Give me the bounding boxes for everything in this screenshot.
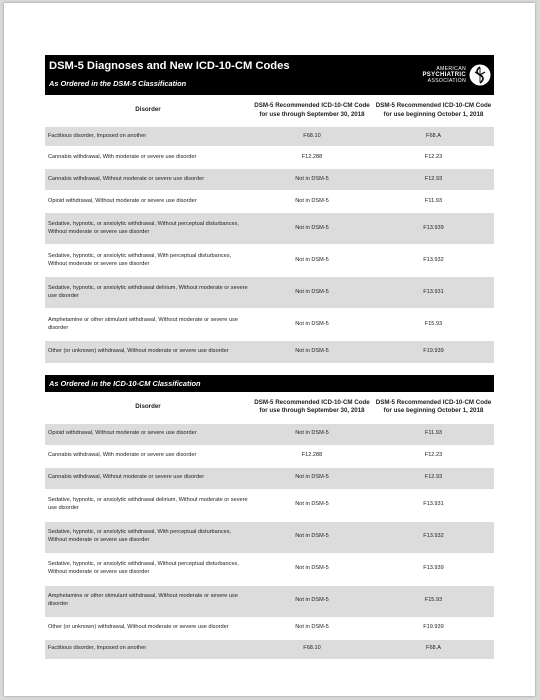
table-header-row bbox=[45, 95, 494, 127]
code-through-2018-cell: Not in DSM-5 bbox=[251, 277, 373, 309]
col-header-code-from-2018: DSM-5 Recommended ICD-10-CM Code for use beginning October 1, 2018 bbox=[375, 102, 492, 118]
document-content bbox=[45, 55, 494, 659]
code-through-2018-cell: F12.288 bbox=[251, 147, 373, 169]
disorder-cell: Factitious disorder, Imposed on another bbox=[45, 639, 251, 659]
table-row bbox=[45, 191, 494, 213]
code-from-2018-cell: F19.939 bbox=[373, 617, 494, 639]
code-through-2018-cell: F68.10 bbox=[251, 127, 373, 147]
disorder-cell: Sedative, hypnotic, or anxiolytic withdrawal delirium, Without moderate or severe use disorder bbox=[45, 277, 251, 309]
disorder-cell: Cannabis withdrawal, Without moderate or severe use disorder bbox=[45, 169, 251, 191]
apa-logo bbox=[422, 58, 491, 92]
logo-line-2: PSYCHIATRIC bbox=[422, 71, 466, 78]
code-from-2018-cell: F13.931 bbox=[373, 489, 494, 521]
section-heading-dsm5: As Ordered in the DSM-5 Classification bbox=[49, 79, 187, 88]
code-through-2018-cell: Not in DSM-5 bbox=[251, 521, 373, 553]
document-page bbox=[4, 3, 535, 696]
table-row bbox=[45, 341, 494, 363]
table-row bbox=[45, 423, 494, 445]
table-row bbox=[45, 309, 494, 341]
disorder-cell: Amphetamine or other stimulant withdrawal, Without moderate or severe use disorder bbox=[45, 309, 251, 341]
code-from-2018-cell: F12.93 bbox=[373, 169, 494, 191]
disorder-cell: Opioid withdrawal, Without moderate or severe use disorder bbox=[45, 191, 251, 213]
code-from-2018-cell: F19.939 bbox=[373, 341, 494, 363]
code-through-2018-cell: F12.288 bbox=[251, 445, 373, 467]
disorder-cell: Cannabis withdrawal, With moderate or severe use disorder bbox=[45, 445, 251, 467]
table-row bbox=[45, 127, 494, 147]
table-row bbox=[45, 489, 494, 521]
code-from-2018-cell: F12.93 bbox=[373, 467, 494, 489]
code-through-2018-cell: Not in DSM-5 bbox=[251, 489, 373, 521]
code-from-2018-cell: F12.23 bbox=[373, 147, 494, 169]
col-header-disorder: Disorder bbox=[135, 402, 161, 410]
code-from-2018-cell: F13.939 bbox=[373, 553, 494, 585]
table-row bbox=[45, 553, 494, 585]
code-through-2018-cell: Not in DSM-5 bbox=[251, 467, 373, 489]
section-heading-icd10: As Ordered in the ICD-10-CM Classification bbox=[49, 378, 201, 388]
code-from-2018-cell: F68.A bbox=[373, 639, 494, 659]
disorder-cell: Cannabis withdrawal, Without moderate or severe use disorder bbox=[45, 467, 251, 489]
disorder-cell: Cannabis withdrawal, With moderate or severe use disorder bbox=[45, 147, 251, 169]
dsm5-order-table bbox=[45, 95, 494, 363]
code-from-2018-cell: F13.932 bbox=[373, 245, 494, 277]
code-from-2018-cell: F11.93 bbox=[373, 423, 494, 445]
code-from-2018-cell: F12.23 bbox=[373, 445, 494, 467]
disorder-cell: Sedative, hypnotic, or anxiolytic withdrawal, Without perceptual disturbances, Without moderate or severe use disorder bbox=[45, 553, 251, 585]
table-row bbox=[45, 585, 494, 617]
table-row bbox=[45, 169, 494, 191]
table-row bbox=[45, 245, 494, 277]
logo-line-3: ASSOCIATION bbox=[427, 78, 466, 85]
col-header-disorder: Disorder bbox=[135, 106, 161, 114]
disorder-cell: Sedative, hypnotic, or anxiolytic withdrawal delirium, Without moderate or severe use disorder bbox=[45, 489, 251, 521]
code-through-2018-cell: Not in DSM-5 bbox=[251, 585, 373, 617]
code-through-2018-cell: Not in DSM-5 bbox=[251, 213, 373, 245]
disorder-cell: Other (or unknown) withdrawal, Without moderate or severe use disorder bbox=[45, 617, 251, 639]
logo-line-1: AMERICAN bbox=[436, 65, 466, 72]
code-through-2018-cell: Not in DSM-5 bbox=[251, 191, 373, 213]
col-header-code-from-2018: DSM-5 Recommended ICD-10-CM Code for use beginning October 1, 2018 bbox=[375, 398, 492, 414]
code-from-2018-cell: F13.932 bbox=[373, 521, 494, 553]
code-through-2018-cell: Not in DSM-5 bbox=[251, 309, 373, 341]
table-row bbox=[45, 147, 494, 169]
table-row bbox=[45, 445, 494, 467]
table-row bbox=[45, 521, 494, 553]
code-through-2018-cell: Not in DSM-5 bbox=[251, 617, 373, 639]
disorder-cell: Sedative, hypnotic, or anxiolytic withdrawal, Without perceptual disturbances, Without moderate or severe use disorder bbox=[45, 213, 251, 245]
table-header-row bbox=[45, 392, 494, 424]
disorder-cell: Sedative, hypnotic, or anxiolytic withdrawal, With perceptual disturbances, Without moderate or severe use disorder bbox=[45, 521, 251, 553]
code-from-2018-cell: F13.939 bbox=[373, 213, 494, 245]
code-through-2018-cell: Not in DSM-5 bbox=[251, 341, 373, 363]
code-from-2018-cell: F11.93 bbox=[373, 191, 494, 213]
table-row bbox=[45, 213, 494, 245]
title-bar bbox=[45, 55, 494, 95]
code-through-2018-cell: Not in DSM-5 bbox=[251, 245, 373, 277]
table-row bbox=[45, 467, 494, 489]
disorder-cell: Amphetamine or other stimulant withdrawal, Without moderate or severe use disorder bbox=[45, 585, 251, 617]
icd10-order-table bbox=[45, 392, 494, 660]
table-row bbox=[45, 617, 494, 639]
col-header-code-through-2018: DSM-5 Recommended ICD-10-CM Code for use through September 30, 2018 bbox=[254, 102, 370, 118]
disorder-cell: Opioid withdrawal, Without moderate or severe use disorder bbox=[45, 423, 251, 445]
disorder-cell: Sedative, hypnotic, or anxiolytic withdrawal, With perceptual disturbances, Without moderate or severe use disorder bbox=[45, 245, 251, 277]
document-title: DSM-5 Diagnoses and New ICD-10-CM Codes bbox=[49, 60, 290, 72]
disorder-cell: Factitious disorder, Imposed on another bbox=[45, 127, 251, 147]
code-from-2018-cell: F68.A bbox=[373, 127, 494, 147]
disorder-cell: Other (or unknown) withdrawal, Without moderate or severe use disorder bbox=[45, 341, 251, 363]
code-from-2018-cell: F15.93 bbox=[373, 585, 494, 617]
col-header-code-through-2018: DSM-5 Recommended ICD-10-CM Code for use through September 30, 2018 bbox=[254, 398, 370, 414]
code-from-2018-cell: F13.931 bbox=[373, 277, 494, 309]
code-through-2018-cell: F68.10 bbox=[251, 639, 373, 659]
code-from-2018-cell: F15.93 bbox=[373, 309, 494, 341]
table-row bbox=[45, 639, 494, 659]
table-row bbox=[45, 277, 494, 309]
code-through-2018-cell: Not in DSM-5 bbox=[251, 423, 373, 445]
apa-emblem-icon bbox=[469, 64, 491, 86]
section-bar-icd10 bbox=[45, 375, 494, 392]
code-through-2018-cell: Not in DSM-5 bbox=[251, 553, 373, 585]
code-through-2018-cell: Not in DSM-5 bbox=[251, 169, 373, 191]
